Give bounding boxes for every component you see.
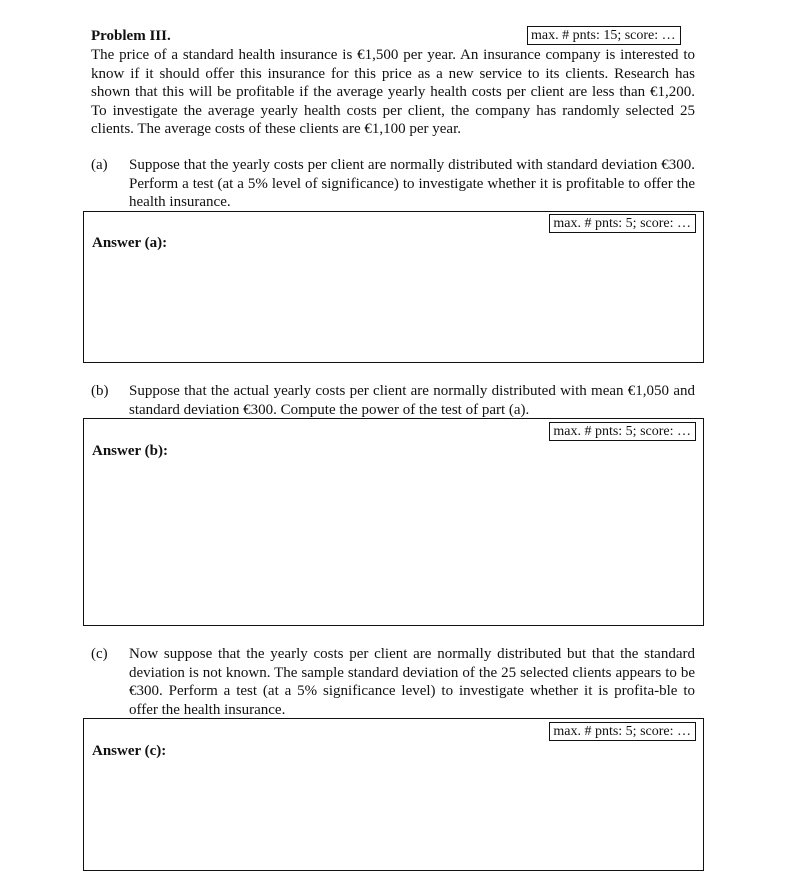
answer-b-box[interactable] <box>83 418 704 626</box>
part-c-text: Now suppose that the yearly costs per client are normally distributed but that the standard deviation is not known. The sample standard deviation of the 25 selected clients appears to be €300. Perform a test (at a 5% significance level) to investigate whether it is profita-ble to offer the health insurance. <box>129 646 695 718</box>
part-a-question <box>91 156 695 212</box>
part-a-score-box: max. # pnts: 5; score: … <box>549 214 696 233</box>
part-b-text: Suppose that the actual yearly costs per client are normally distributed with mean €1,050 and standard deviation €300. Compute the power of the test of part (a). <box>129 383 695 418</box>
part-b-label: (b) <box>91 383 109 399</box>
part-b-score-box: max. # pnts: 5; score: … <box>549 422 696 441</box>
answer-c-box[interactable] <box>83 718 704 871</box>
answer-a-label: Answer (a): <box>92 235 168 251</box>
part-c-label: (c) <box>91 646 108 662</box>
problem-score-box: max. # pnts: 15; score: … <box>527 26 681 45</box>
part-c-score-box: max. # pnts: 5; score: … <box>549 722 696 741</box>
part-c-question <box>91 645 695 719</box>
part-b-question <box>91 382 695 419</box>
part-a-label: (a) <box>91 157 108 173</box>
answer-b-label: Answer (b): <box>92 443 168 459</box>
problem-title: Problem III. <box>91 28 171 44</box>
answer-c-label: Answer (c): <box>92 743 167 759</box>
part-a-text: Suppose that the yearly costs per client are normally distributed with standard deviation €300. Perform a test (at a 5% level of significance) to investigate whether it is profitable to offer the health insurance. <box>129 157 695 211</box>
answer-a-box[interactable] <box>83 211 704 363</box>
problem-intro: The price of a standard health insurance is €1,500 per year. An insurance company is interested to know if it should offer this insurance for this price as a new service to its clients. Research has shown that this will be profitable if the average yearly health costs per client are less than €1,200. To investigate the average yearly health costs per client, the company has randomly selected 25 clients. The average costs of these clients are €1,100 per year. <box>91 47 695 138</box>
